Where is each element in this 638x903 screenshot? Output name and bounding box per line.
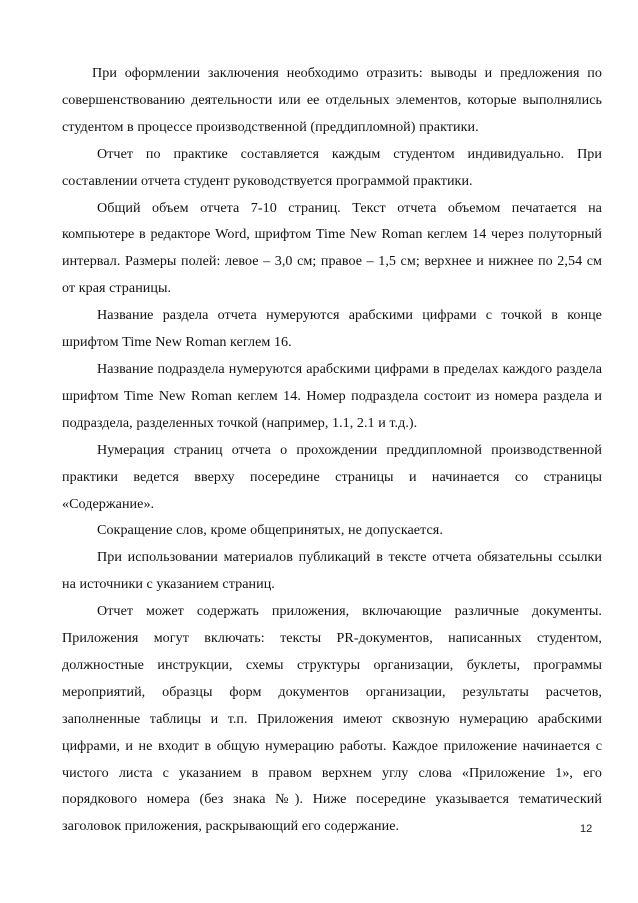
body-text bbox=[62, 60, 602, 840]
paragraph-report-individual: Отчет по практике составляется каждым студентом индивидуально. При составлении отчета студент руководствуется программой практики. bbox=[62, 145, 602, 189]
paragraph-references: При использовании материалов публикаций в тексте отчета обязательны ссылки на источники с указанием страниц. bbox=[62, 549, 602, 593]
paragraph-report-volume: Общий объем отчета 7-10 страниц. Текст отчета объемом печатается на компьютере в редакторе Word, шрифтом Time New Roman кеглем 14 через полуторный интервал. Размеры полей: левое – 3,0 см; правое – 1,5 см; верхнее и нижнее по 2,54 см от края страницы. bbox=[62, 199, 602, 297]
paragraph-page-numbering: Нумерация страниц отчета о прохождении преддипломной производственной практики ведется вверху посередине страницы и начинается со страницы «Содержание». bbox=[62, 441, 602, 512]
paragraph-section-numbering: Название раздела отчета нумеруются арабскими цифрами с точкой в конце шрифтом Time New Roman кеглем 16. bbox=[62, 307, 602, 351]
paragraph-abbreviations: Сокращение слов, кроме общепринятых, не допускается. bbox=[97, 522, 443, 539]
paragraph-appendices: Отчет может содержать приложения, включающие различные документы. Приложения могут включать: тексты PR-документов, написанных студентом, должностные инструкции, схемы структуры организации, буклеты, программы мероприятий, образцы форм документов организации, результаты расчетов, заполненные таблицы и т.п. Приложения имеют сквозную нумерацию арабскими цифрами, и не входит в общую нумерацию работы. Каждое приложение начинается с чистого листа с указанием в правом верхнем углу слова «Приложение 1», его порядкового номера (без знака №). Ниже посередине указывается тематический заголовок приложения, раскрывающий его содержание. bbox=[62, 603, 602, 835]
page-number: 12 bbox=[580, 823, 593, 835]
paragraph-conclusion: При оформлении заключения необходимо отразить: выводы и предложения по совершенствованию деятельности или ее отдельных элементов, которые выполнялись студентом в процессе производственной (преддипломной) практики. bbox=[62, 65, 602, 135]
paragraph-subsection-numbering: Название подраздела нумеруются арабскими цифрами в пределах каждого раздела шрифтом Time New Roman кеглем 14. Номер подраздела состоит из номера раздела и подраздела, разделенных точкой (например, 1.1, 2.1 и т.д.). bbox=[62, 360, 602, 431]
